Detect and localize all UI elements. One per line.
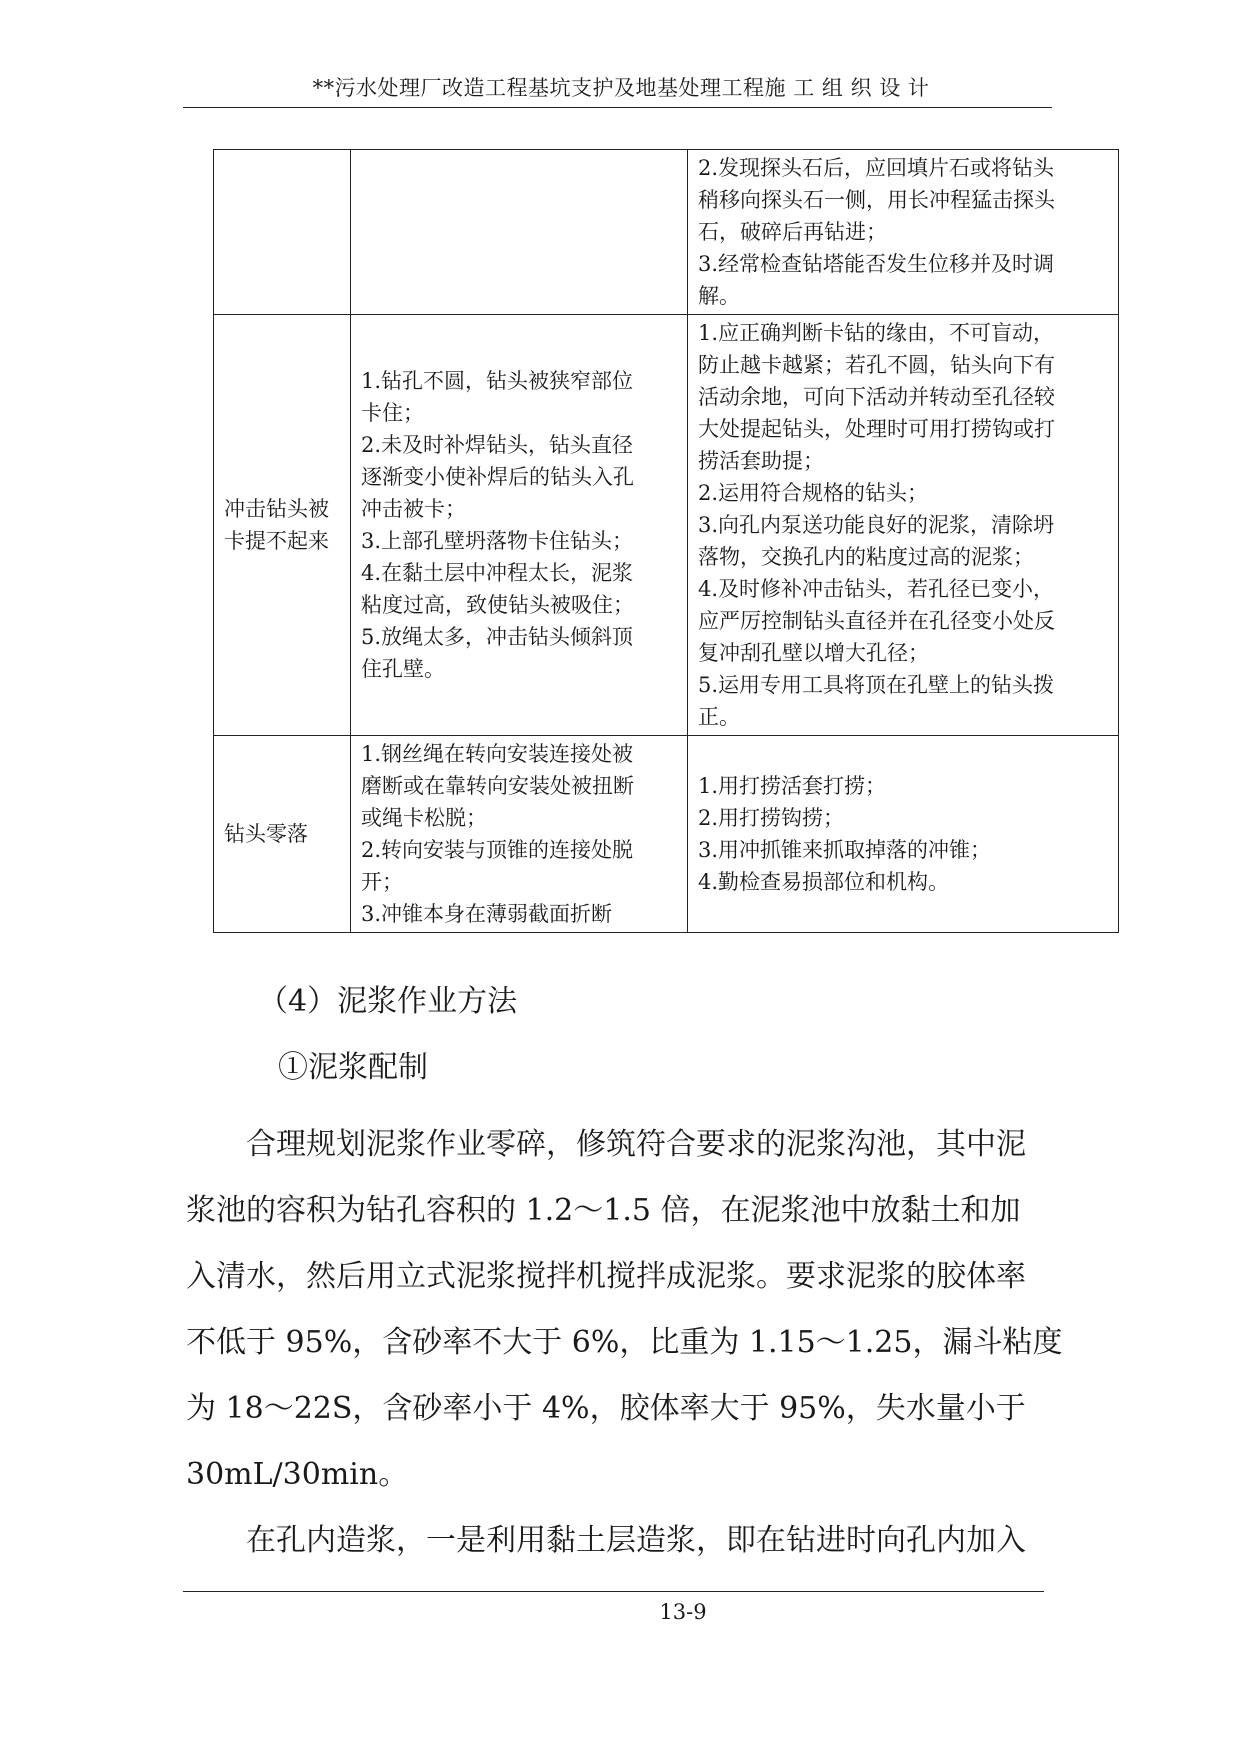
cell-text-line: 卡提不起来 <box>224 529 329 553</box>
cell-text-line: 1.应正确判断卡钻的缘由，不可盲动， <box>698 321 1055 345</box>
cell-text-line: 防止越卡越紧；若孔不圆，钻头向下有 <box>698 353 1055 377</box>
body-paragraph <box>186 1112 1066 1508</box>
section-heading: （4）泥浆作业方法 <box>258 984 518 1019</box>
cell-text-line: 3.向孔内泵送功能良好的泥浆，清除坍 <box>698 513 1055 537</box>
cell-text-line: 3.冲锥本身在薄弱截面折断 <box>361 902 613 926</box>
cell-text-line: 5.放绳太多，冲击钻头倾斜顶 <box>361 625 634 649</box>
cell-text-line: 捞活套助提； <box>698 449 824 473</box>
paragraph-line: 为 18～22S，含砂率小于 4%，胶体率大于 95%，失水量小于 <box>186 1391 1026 1426</box>
cell-text-line: 冲击钻头被 <box>224 497 329 521</box>
cell-text-line: 3.上部孔壁坍落物卡住钻头； <box>361 529 634 553</box>
cell-text-line: 2.转向安装与顶锥的连接处脱 <box>361 838 634 862</box>
cell-text-line: 稍移向探头石一侧，用长冲程猛击探头 <box>698 188 1055 212</box>
cell-text-line: 应严厉控制钻头直径并在孔径变小处反 <box>698 609 1055 633</box>
page-header-title: **污水处理厂改造工程基坑支护及地基处理工程施 工 组 织 设 计 <box>312 76 930 100</box>
cell-text-line: 3.用冲抓锥来抓取掉落的冲锥； <box>698 838 992 862</box>
cause-cell <box>351 736 688 933</box>
cell-text-line: 2.用打捞钩捞； <box>698 806 845 830</box>
cell-text-line: 4.在黏土层中冲程太长，泥浆 <box>361 561 634 585</box>
cell-text-line: 粘度过高，致使钻头被吸住； <box>361 593 634 617</box>
measure-cell <box>688 150 1119 315</box>
page-number: 13-9 <box>659 1600 707 1624</box>
footer-divider <box>183 1591 1044 1592</box>
cell-text-line: 2.运用符合规格的钻头； <box>698 481 929 505</box>
cell-text-line: 住孔壁。 <box>361 657 445 681</box>
cell-text-line: 4.及时修补冲击钻头，若孔径已变小， <box>698 577 1055 601</box>
cell-text-line: 解。 <box>698 284 740 308</box>
cell-text-line: 或绳卡松脱； <box>361 806 487 830</box>
cell-text-line: 5.运用专用工具将顶在孔壁上的钻头拨 <box>698 673 1055 697</box>
table-row <box>214 150 1119 315</box>
cell-text-line: 复冲刮孔壁以增大孔径； <box>698 641 929 665</box>
problem-name-cell <box>214 315 351 736</box>
cell-text-line: 开； <box>361 870 403 894</box>
cell-text-line: 石，破碎后再钻进； <box>698 220 887 244</box>
paragraph-line: 浆池的容积为钻孔容积的 1.2～1.5 倍，在泥浆池中放黏土和加 <box>186 1193 1021 1228</box>
measure-cell <box>688 736 1119 933</box>
cell-text-line: 磨断或在靠转向安装处被扭断 <box>361 774 634 798</box>
paragraph-line: 在孔内造浆，一是利用黏土层造浆，即在钻进时向孔内加入 <box>186 1523 1026 1558</box>
cell-text-line: 活动余地，可向下活动并转动至孔径较 <box>698 385 1055 409</box>
cell-text-line: 1.用打捞活套打捞； <box>698 774 887 798</box>
paragraph-line: 合理规划泥浆作业零碎，修筑符合要求的泥浆沟池，其中泥 <box>186 1127 1026 1162</box>
problem-name-cell <box>214 736 351 933</box>
cell-text-line: 1.钢丝绳在转向安装连接处被 <box>361 742 634 766</box>
cell-text-line: 1.钻孔不圆，钻头被狭窄部位 <box>361 369 634 393</box>
cell-text-line: 大处提起钻头，处理时可用打捞钩或打 <box>698 417 1055 441</box>
cell-text-line: 逐渐变小使补焊后的钻头入孔 <box>361 465 634 489</box>
cell-text-line: 落物，交换孔内的粘度过高的泥浆； <box>698 545 1034 569</box>
cell-text-line: 4.勤检查易损部位和机构。 <box>698 870 950 894</box>
measure-cell <box>688 315 1119 736</box>
sub-heading: ①泥浆配制 <box>278 1050 428 1085</box>
cell-text-line: 冲击被卡； <box>361 497 466 521</box>
cell-text-line: 2.未及时补焊钻头，钻头直径 <box>361 433 634 457</box>
paragraph-line: 不低于 95%，含砂率不大于 6%，比重为 1.15～1.25，漏斗粘度 <box>186 1325 1063 1360</box>
cause-cell <box>351 150 688 315</box>
cause-cell <box>351 315 688 736</box>
problem-name-cell <box>214 150 351 315</box>
drilling-issues-table <box>213 149 1119 933</box>
body-paragraph <box>186 1508 1066 1574</box>
paragraph-line: 30mL/30min。 <box>186 1457 409 1492</box>
table-row <box>214 736 1119 933</box>
header-divider <box>183 107 1052 108</box>
cell-text-line: 正。 <box>698 705 740 729</box>
cell-text-line: 2.发现探头石后，应回填片石或将钻头 <box>698 156 1055 180</box>
paragraph-line: 入清水，然后用立式泥浆搅拌机搅拌成泥浆。要求泥浆的胶体率 <box>186 1259 1026 1294</box>
table-row <box>214 315 1119 736</box>
cell-text-line: 3.经常检查钻塔能否发生位移并及时调 <box>698 252 1055 276</box>
cell-text-line: 卡住； <box>361 401 424 425</box>
table-body <box>214 150 1119 933</box>
cell-text-line: 钻头零落 <box>224 822 308 846</box>
